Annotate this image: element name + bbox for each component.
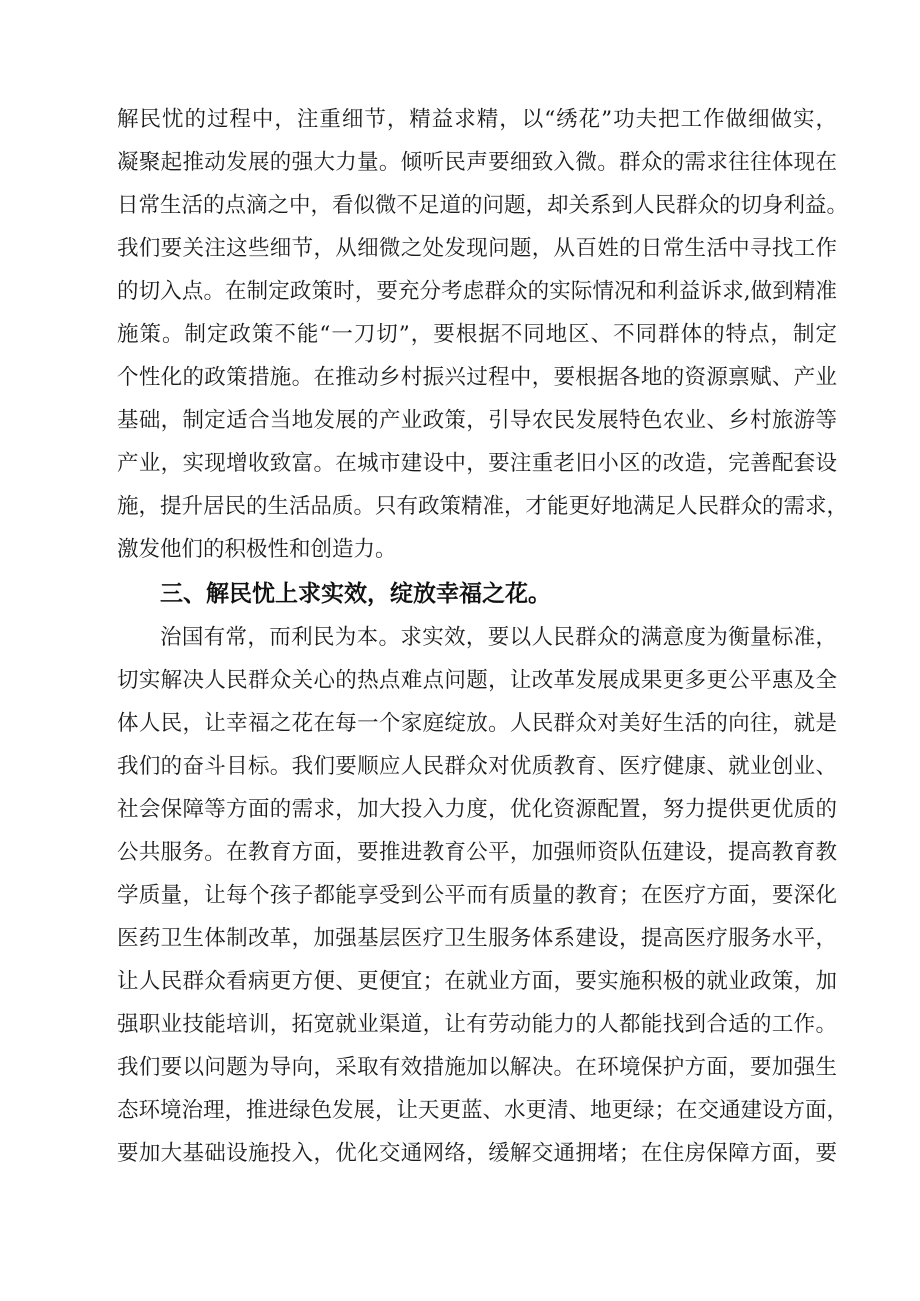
paragraph-line: 体人民，让幸福之花在每一个家庭绽放。人民群众对美好生活的向往，就是 [117, 711, 837, 736]
paragraph-line: 我们的奋斗目标。我们要顺应人民群众对优质教育、医疗健康、就业创业、 [117, 754, 837, 779]
paragraph-line: 个性化的政策措施。在推动乡村振兴过程中，要根据各地的资源禀赋、产业 [117, 365, 837, 390]
paragraph-line: 社会保障等方面的需求，加大投入力度，优化资源配置，努力提供更优质的 [117, 797, 837, 822]
paragraph-line: 医药卫生体制改革，加强基层医疗卫生服务体系建设，提高医疗服务水平， [117, 926, 837, 951]
paragraph-line: 我们要以问题为导向，采取有效措施加以解决。在环境保护方面，要加强生 [117, 1055, 837, 1080]
paragraph-line: 产业，实现增收致富。在城市建设中，要注重老旧小区的改造，完善配套设 [117, 451, 837, 476]
paragraph-line: 施，提升居民的生活品质。只有政策精准，才能更好地满足人民群众的需求， [117, 494, 849, 519]
paragraph-line: 要加大基础设施投入，优化交通网络，缓解交通拥堵；在住房保障方面，要 [117, 1141, 837, 1166]
paragraph-line: 公共服务。在教育方面，要推进教育公平，加强师资队伍建设，提高教育教 [117, 840, 837, 865]
paragraph-line: 凝聚起推动发展的强大力量。倾听民声要细致入微。群众的需求往往体现在 [117, 150, 837, 175]
section-heading: 三、解民忧上求实效，绽放幸福之花。 [160, 581, 551, 607]
paragraph-line: 学质量，让每个孩子都能享受到公平而有质量的教育；在医疗方面，要深化 [117, 883, 837, 908]
paragraph-line: 态环境治理，推进绿色发展，让天更蓝、水更清、地更绿；在交通建设方面， [117, 1098, 849, 1123]
paragraph-line: 我们要关注这些细节，从细微之处发现问题，从百姓的日常生活中寻找工作 [117, 236, 837, 261]
paragraph-line: 解民忧的过程中，注重细节，精益求精，以“绣花”功夫把工作做细做实， [117, 107, 837, 132]
paragraph-line: 让人民群众看病更方便、更便宜；在就业方面，要实施积极的就业政策，加 [117, 969, 837, 994]
paragraph-line: 治国有常，而利民为本。求实效，要以人民群众的满意度为衡量标准， [160, 625, 837, 650]
paragraph-line: 强职业技能培训，拓宽就业渠道，让有劳动能力的人都能找到合适的工作。 [117, 1012, 837, 1037]
paragraph-line: 施策。制定政策不能“一刀切”，要根据不同地区、不同群体的特点，制定 [117, 322, 837, 347]
paragraph-line: 基础，制定适合当地发展的产业政策，引导农民发展特色农业、乡村旅游等 [117, 408, 837, 433]
paragraph-line: 日常生活的点滴之中，看似微不足道的问题，却关系到人民群众的切身利益。 [117, 193, 849, 218]
paragraph-line: 的切入点。在制定政策时，要充分考虑群众的实际情况和利益诉求,做到精准 [117, 279, 837, 304]
paragraph-line: 激发他们的积极性和创造力。 [117, 537, 397, 562]
paragraph-line: 切实解决人民群众关心的热点难点问题，让改革发展成果更多更公平惠及全 [117, 668, 837, 693]
